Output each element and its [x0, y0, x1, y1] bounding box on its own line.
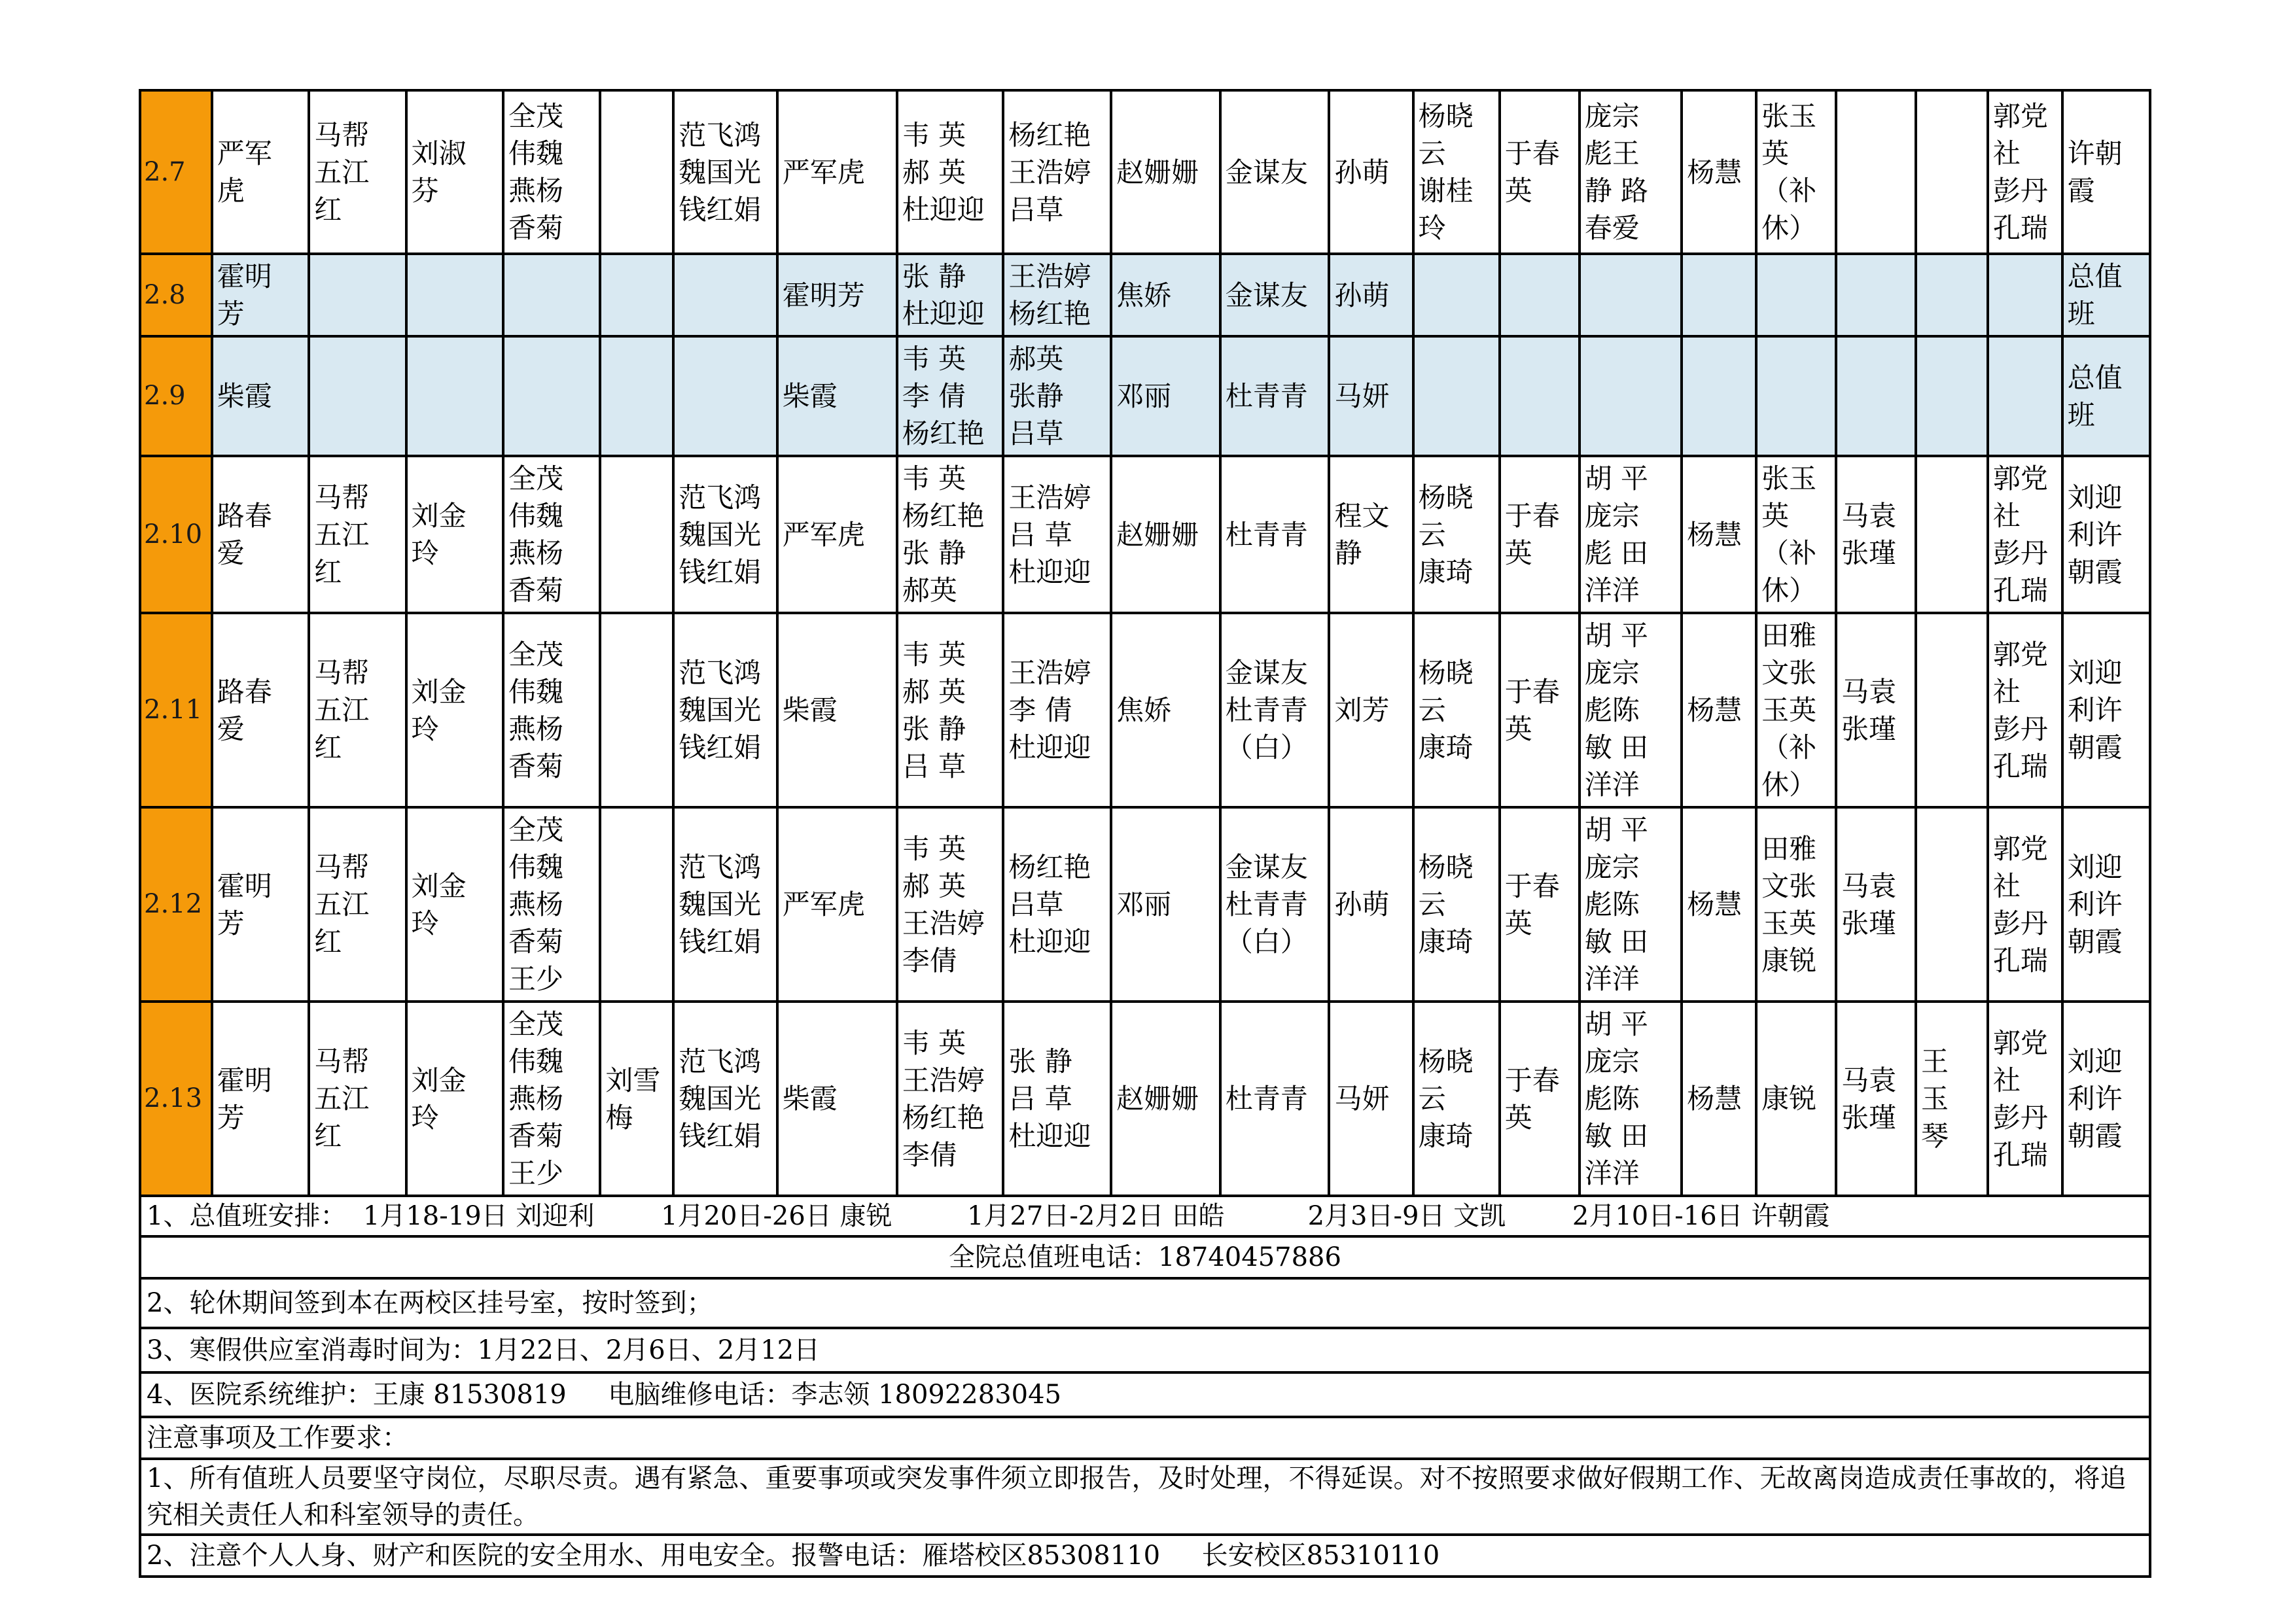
- duty-cell: 杨晓 云 康琦: [1413, 456, 1500, 613]
- duty-cell: [1756, 336, 1836, 456]
- roster-row: [140, 456, 2150, 613]
- requirement-1-row: [140, 1459, 2150, 1535]
- duty-roster-table: [139, 89, 2151, 1578]
- requirement-2-text: 2、注意个人人身、财产和医院的安全用水、用电安全。报警电话：雁塔校区85308110 长安校区85310110: [140, 1535, 2150, 1577]
- duty-cell: 刘迎 利许 朝霞: [2062, 1002, 2150, 1196]
- duty-arrangement-row: [140, 1196, 2150, 1236]
- duty-cell: [673, 254, 777, 336]
- roster-row: [140, 807, 2150, 1002]
- duty-phone-text: 全院总值班电话：18740457886: [140, 1236, 2150, 1278]
- duty-cell: 范飞鸿 魏国光 钱红娟: [673, 90, 777, 254]
- duty-cell: 霍明 芳: [212, 807, 309, 1002]
- duty-cell: 霍明芳: [777, 254, 897, 336]
- duty-cell: 杨晓 云 康琦: [1413, 1002, 1500, 1196]
- duty-cell: 柴霞: [777, 1002, 897, 1196]
- duty-cell: 邓丽: [1111, 807, 1220, 1002]
- duty-cell: 总值 班: [2062, 336, 2150, 456]
- duty-cell: 庞宗 彪王 静 路 春爱: [1580, 90, 1682, 254]
- date-cell: 2.10: [140, 456, 212, 613]
- duty-cell: 刘雪 梅: [600, 1002, 673, 1196]
- duty-cell: [1413, 336, 1500, 456]
- duty-cell: 孙萌: [1329, 90, 1413, 254]
- duty-cell: 柴霞: [212, 336, 309, 456]
- duty-cell: 胡 平 庞宗 彪陈 敏 田 洋洋: [1580, 807, 1682, 1002]
- duty-cell: 杨慧: [1682, 90, 1756, 254]
- duty-cell: 范飞鸿 魏国光 钱红娟: [673, 1002, 777, 1196]
- sign-in-row: [140, 1278, 2150, 1328]
- duty-cell: 韦 英 李 倩 杨红艳: [897, 336, 1004, 456]
- duty-cell: 韦 英 郝 英 王浩婷 李倩: [897, 807, 1004, 1002]
- duty-cell: [1682, 336, 1756, 456]
- requirements-title: 注意事项及工作要求：: [140, 1417, 2150, 1459]
- duty-cell: 杜青青: [1220, 336, 1330, 456]
- duty-cell: [1916, 336, 1988, 456]
- duty-cell: [1916, 613, 1988, 807]
- duty-phone-row: [140, 1236, 2150, 1278]
- duty-cell: 杨红艳 吕草 杜迎迎: [1003, 807, 1111, 1002]
- duty-cell: 刘芳: [1329, 613, 1413, 807]
- duty-cell: 全茂 伟魏 燕杨 香菊: [503, 456, 600, 613]
- duty-cell: 韦 英 郝 英 张 静 吕 草: [897, 613, 1004, 807]
- duty-cell: 郭党 社 彭丹 孔瑞: [1988, 456, 2062, 613]
- duty-cell: 范飞鸿 魏国光 钱红娟: [673, 456, 777, 613]
- disinfection-text: 3、寒假供应室消毒时间为：1月22日、2月6日、2月12日: [140, 1328, 2150, 1372]
- notes-section: [140, 1196, 2150, 1577]
- roster-row: [140, 336, 2150, 456]
- date-cell: 2.11: [140, 613, 212, 807]
- duty-cell: 路春 爱: [212, 613, 309, 807]
- duty-cell: 郭党 社 彭丹 孔瑞: [1988, 90, 2062, 254]
- duty-cell: 马帮 五江 红: [309, 90, 406, 254]
- duty-cell: 马帮 五江 红: [309, 456, 406, 613]
- duty-cell: [1836, 254, 1916, 336]
- duty-cell: 刘迎 利许 朝霞: [2062, 613, 2150, 807]
- duty-cell: [309, 336, 406, 456]
- duty-cell: 韦 英 王浩婷 杨红艳 李倩: [897, 1002, 1004, 1196]
- roster-row: [140, 1002, 2150, 1196]
- duty-cell: 赵姗姗: [1111, 1002, 1220, 1196]
- duty-cell: 郭党 社 彭丹 孔瑞: [1988, 613, 2062, 807]
- duty-cell: 马妍: [1329, 1002, 1413, 1196]
- duty-cell: 康锐: [1756, 1002, 1836, 1196]
- duty-cell: 马袁 张瑾: [1836, 1002, 1916, 1196]
- duty-cell: 于春 英: [1500, 613, 1580, 807]
- duty-cell: 金谋友: [1220, 90, 1330, 254]
- duty-cell: 杨晓 云 康琦: [1413, 613, 1500, 807]
- duty-cell: 许朝 霞: [2062, 90, 2150, 254]
- duty-cell: 张玉 英 （补 休）: [1756, 90, 1836, 254]
- duty-cell: [1916, 807, 1988, 1002]
- duty-cell: 田雅 文张 玉英 （补 休）: [1756, 613, 1836, 807]
- duty-cell: [600, 807, 673, 1002]
- duty-cell: 刘金 玲: [406, 456, 503, 613]
- duty-cell: 胡 平 庞宗 彪陈 敏 田 洋洋: [1580, 613, 1682, 807]
- roster-body: [140, 90, 2150, 1196]
- duty-cell: 柴霞: [777, 613, 897, 807]
- duty-cell: 霍明 芳: [212, 254, 309, 336]
- duty-cell: 杨晓 云 康琦: [1413, 807, 1500, 1002]
- duty-cell: [1836, 90, 1916, 254]
- duty-cell: 马帮 五江 红: [309, 1002, 406, 1196]
- duty-cell: 严军虎: [777, 456, 897, 613]
- duty-cell: 张玉 英 （补 休）: [1756, 456, 1836, 613]
- date-cell: 2.7: [140, 90, 212, 254]
- duty-cell: [1916, 254, 1988, 336]
- duty-cell: [600, 336, 673, 456]
- duty-cell: 赵姗姗: [1111, 456, 1220, 613]
- duty-cell: 马袁 张瑾: [1836, 456, 1916, 613]
- duty-cell: 杨慧: [1682, 613, 1756, 807]
- date-cell: 2.8: [140, 254, 212, 336]
- duty-cell: 全茂 伟魏 燕杨 香菊 王少: [503, 807, 600, 1002]
- duty-cell: 张 静 吕 草 杜迎迎: [1003, 1002, 1111, 1196]
- date-cell: 2.13: [140, 1002, 212, 1196]
- requirements-title-row: [140, 1417, 2150, 1459]
- requirement-2-row: [140, 1535, 2150, 1577]
- duty-cell: 金谋友: [1220, 254, 1330, 336]
- duty-cell: 严军 虎: [212, 90, 309, 254]
- duty-cell: 杜青青: [1220, 1002, 1330, 1196]
- maintenance-text: 4、医院系统维护：王康 81530819 电脑维修电话：李志领 18092283045: [140, 1372, 2150, 1417]
- duty-cell: 胡 平 庞宗 彪陈 敏 田 洋洋: [1580, 1002, 1682, 1196]
- duty-cell: 于春 英: [1500, 1002, 1580, 1196]
- duty-cell: 杨晓 云 谢桂 玲: [1413, 90, 1500, 254]
- duty-cell: [1682, 254, 1756, 336]
- roster-row: [140, 254, 2150, 336]
- duty-cell: 杨慧: [1682, 456, 1756, 613]
- duty-cell: 焦娇: [1111, 254, 1220, 336]
- duty-cell: [600, 254, 673, 336]
- duty-cell: 霍明 芳: [212, 1002, 309, 1196]
- duty-cell: 郝英 张静 吕草: [1003, 336, 1111, 456]
- duty-cell: [1500, 254, 1580, 336]
- duty-cell: 路春 爱: [212, 456, 309, 613]
- duty-cell: 柴霞: [777, 336, 897, 456]
- duty-cell: [1988, 254, 2062, 336]
- duty-cell: [600, 456, 673, 613]
- duty-cell: 马帮 五江 红: [309, 807, 406, 1002]
- duty-cell: [1500, 336, 1580, 456]
- duty-cell: 范飞鸿 魏国光 钱红娟: [673, 807, 777, 1002]
- duty-cell: 郭党 社 彭丹 孔瑞: [1988, 807, 2062, 1002]
- duty-cell: 杨慧: [1682, 807, 1756, 1002]
- duty-cell: [503, 254, 600, 336]
- duty-cell: 韦 英 郝 英 杜迎迎: [897, 90, 1004, 254]
- duty-cell: [600, 613, 673, 807]
- duty-cell: 刘金 玲: [406, 1002, 503, 1196]
- roster-row: [140, 613, 2150, 807]
- duty-cell: 全茂 伟魏 燕杨 香菊: [503, 613, 600, 807]
- duty-cell: 焦娇: [1111, 613, 1220, 807]
- duty-cell: [600, 90, 673, 254]
- duty-cell: 程文 静: [1329, 456, 1413, 613]
- sign-in-text: 2、轮休期间签到本在两校区挂号室，按时签到；: [140, 1278, 2150, 1328]
- duty-cell: 全茂 伟魏 燕杨 香菊: [503, 90, 600, 254]
- duty-cell: 刘金 玲: [406, 807, 503, 1002]
- duty-cell: 刘金 玲: [406, 613, 503, 807]
- duty-cell: 金谋友 杜青青 （白）: [1220, 807, 1330, 1002]
- duty-cell: [503, 336, 600, 456]
- duty-cell: 严军虎: [777, 807, 897, 1002]
- maintenance-row: [140, 1372, 2150, 1417]
- duty-cell: 马袁 张瑾: [1836, 613, 1916, 807]
- duty-cell: [1756, 254, 1836, 336]
- duty-arrangement-text: 1、总值班安排： 1月18-19日 刘迎利 1月20日-26日 康锐 1月27日-2月2日 田皓 2月3日-9日 文凯 2月10日-16日 许朝霞: [140, 1196, 2150, 1236]
- duty-cell: [1988, 336, 2062, 456]
- duty-cell: [1413, 254, 1500, 336]
- duty-cell: [1836, 336, 1916, 456]
- duty-cell: 张 静 杜迎迎: [897, 254, 1004, 336]
- duty-cell: 严军虎: [777, 90, 897, 254]
- date-cell: 2.12: [140, 807, 212, 1002]
- duty-cell: 马帮 五江 红: [309, 613, 406, 807]
- duty-cell: 总值 班: [2062, 254, 2150, 336]
- duty-cell: 杨红艳 王浩婷 吕草: [1003, 90, 1111, 254]
- duty-cell: [309, 254, 406, 336]
- duty-cell: 全茂 伟魏 燕杨 香菊 王少: [503, 1002, 600, 1196]
- duty-cell: 杨慧: [1682, 1002, 1756, 1196]
- duty-cell: 邓丽: [1111, 336, 1220, 456]
- duty-cell: [1916, 90, 1988, 254]
- duty-cell: [406, 336, 503, 456]
- duty-cell: 王 玉 琴: [1916, 1002, 1988, 1196]
- duty-cell: 王浩婷 吕 草 杜迎迎: [1003, 456, 1111, 613]
- duty-cell: 孙萌: [1329, 807, 1413, 1002]
- roster-row: [140, 90, 2150, 254]
- duty-cell: 孙萌: [1329, 254, 1413, 336]
- duty-cell: 赵姗姗: [1111, 90, 1220, 254]
- duty-cell: 王浩婷 李 倩 杜迎迎: [1003, 613, 1111, 807]
- duty-cell: 刘迎 利许 朝霞: [2062, 807, 2150, 1002]
- duty-cell: 于春 英: [1500, 456, 1580, 613]
- duty-cell: 田雅 文张 玉英 康锐: [1756, 807, 1836, 1002]
- duty-cell: 马袁 张瑾: [1836, 807, 1916, 1002]
- duty-cell: 胡 平 庞宗 彪 田 洋洋: [1580, 456, 1682, 613]
- requirement-1-text: 1、所有值班人员要坚守岗位，尽职尽责。遇有紧急、重要事项或突发事件须立即报告，及时处理，不得延误。对不按照要求做好假期工作、无故离岗造成责任事故的，将追究相关责任人和科室领导的责任。: [140, 1459, 2150, 1535]
- duty-cell: 于春 英: [1500, 807, 1580, 1002]
- duty-cell: 王浩婷 杨红艳: [1003, 254, 1111, 336]
- duty-cell: 韦 英 杨红艳 张 静 郝英: [897, 456, 1004, 613]
- duty-cell: 金谋友 杜青青 （白）: [1220, 613, 1330, 807]
- duty-cell: 杜青青: [1220, 456, 1330, 613]
- duty-cell: [406, 254, 503, 336]
- duty-cell: 郭党 社 彭丹 孔瑞: [1988, 1002, 2062, 1196]
- duty-cell: [1580, 254, 1682, 336]
- date-cell: 2.9: [140, 336, 212, 456]
- duty-cell: [673, 336, 777, 456]
- disinfection-row: [140, 1328, 2150, 1372]
- duty-cell: 刘淑 芬: [406, 90, 503, 254]
- duty-cell: [1916, 456, 1988, 613]
- duty-cell: 马妍: [1329, 336, 1413, 456]
- duty-cell: [1580, 336, 1682, 456]
- duty-cell: 刘迎 利许 朝霞: [2062, 456, 2150, 613]
- duty-cell: 于春 英: [1500, 90, 1580, 254]
- duty-cell: 范飞鸿 魏国光 钱红娟: [673, 613, 777, 807]
